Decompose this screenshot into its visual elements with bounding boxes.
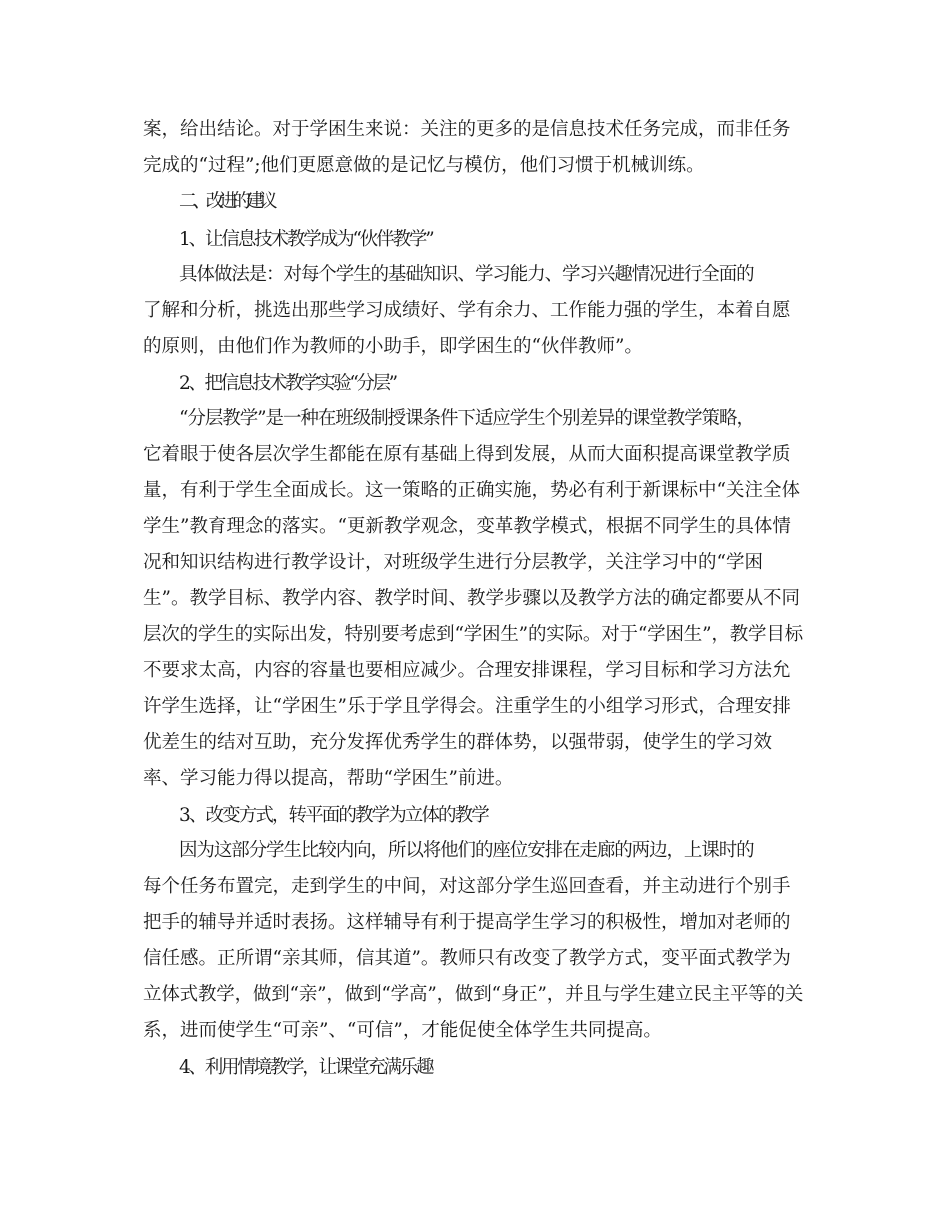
- subsection-heading: 4、利用情境教学，让课堂充满乐趣: [179, 1057, 433, 1078]
- text-line: “分层教学”是一种在班级制授课条件下适应学生个别差异的课堂教学策略，: [179, 408, 754, 429]
- text-line: 把手的辅导并适时表扬。这样辅导有利于提高学生学习的积极性，增加对老师的: [143, 912, 791, 933]
- text-line: 因为这部分学生比较内向，所以将他们的座位安排在走廊的两边，上课时的: [179, 840, 754, 861]
- text-line: 系，进而使学生“可亲”、“可信”，才能促使全体学生共同提高。: [143, 1020, 662, 1041]
- text-line: 了解和分析，挑选出那些学习成绩好、学有余力、工作能力强的学生，本着自愿: [143, 300, 791, 321]
- text-line: 学生”教育理念的落实。“更新教学观念，变革教学模式，根据不同学生的具体情: [143, 516, 791, 537]
- text-line: 每个任务布置完，走到学生的中间，对这部分学生巡回查看，并主动进行个别手: [143, 876, 791, 897]
- text-line: 层次的学生的实际出发，特别要考虑到“学困生”的实际。对于“学困生”，教学目标: [143, 624, 803, 645]
- text-line: 生”。教学目标、教学内容、教学时间、教学步骤以及教学方法的确定都要从不同: [143, 588, 800, 609]
- text-line: 它着眼于使各层次学生都能在原有基础上得到发展，从而大面积提高课堂教学质: [143, 444, 791, 465]
- text-line: 况和知识结构进行教学设计，对班级学生进行分层教学，关注学习中的“学困: [143, 552, 763, 573]
- subsection-heading: 3、改变方式，转平面的教学为立体的教学: [179, 805, 488, 826]
- text-line: 优差生的结对互助，充分发挥优秀学生的群体势，以强带弱，使学生的学习效: [143, 732, 773, 753]
- subsection-heading: 2、把信息技术教学实验“分层”: [179, 373, 396, 394]
- text-line: 率、学习能力得以提高，帮助“学困生”前进。: [143, 768, 514, 789]
- text-line: 立体式教学，做到“亲”，做到“学高”，做到“身正”，并且与学生建立民主平等的关: [143, 984, 804, 1005]
- section-heading: 二、改进的建议: [179, 191, 273, 212]
- text-line: 的原则，由他们作为教师的小助手，即学困生的“伙伴教师”。: [143, 336, 643, 357]
- text-line: 案，给出结论。对于学困生来说：关注的更多的是信息技术任务完成，而非任务: [143, 119, 791, 140]
- text-line: 信任感。正所谓“亲其师，信其道”。教师只有改变了教学方式，变平面式教学为: [143, 948, 791, 969]
- text-line: 许学生选择，让“学困生”乐于学且学得会。注重学生的小组学习形式，合理安排: [143, 696, 791, 717]
- text-line: 完成的“过程”;他们更愿意做的是记忆与模仿，他们习惯于机械训练。: [143, 155, 705, 176]
- subsection-heading: 1、让信息技术教学成为“伙伴教学”: [179, 229, 433, 250]
- text-line: 量，有利于学生全面成长。这一策略的正确实施，势必有利于新课标中“关注全体: [143, 480, 800, 501]
- text-line: 具体做法是：对每个学生的基础知识、学习能力、学习兴趣情况进行全面的: [179, 264, 754, 285]
- text-line: 不要求太高，内容的容量也要相应减少。合理安排课程，学习目标和学习方法允: [143, 660, 791, 681]
